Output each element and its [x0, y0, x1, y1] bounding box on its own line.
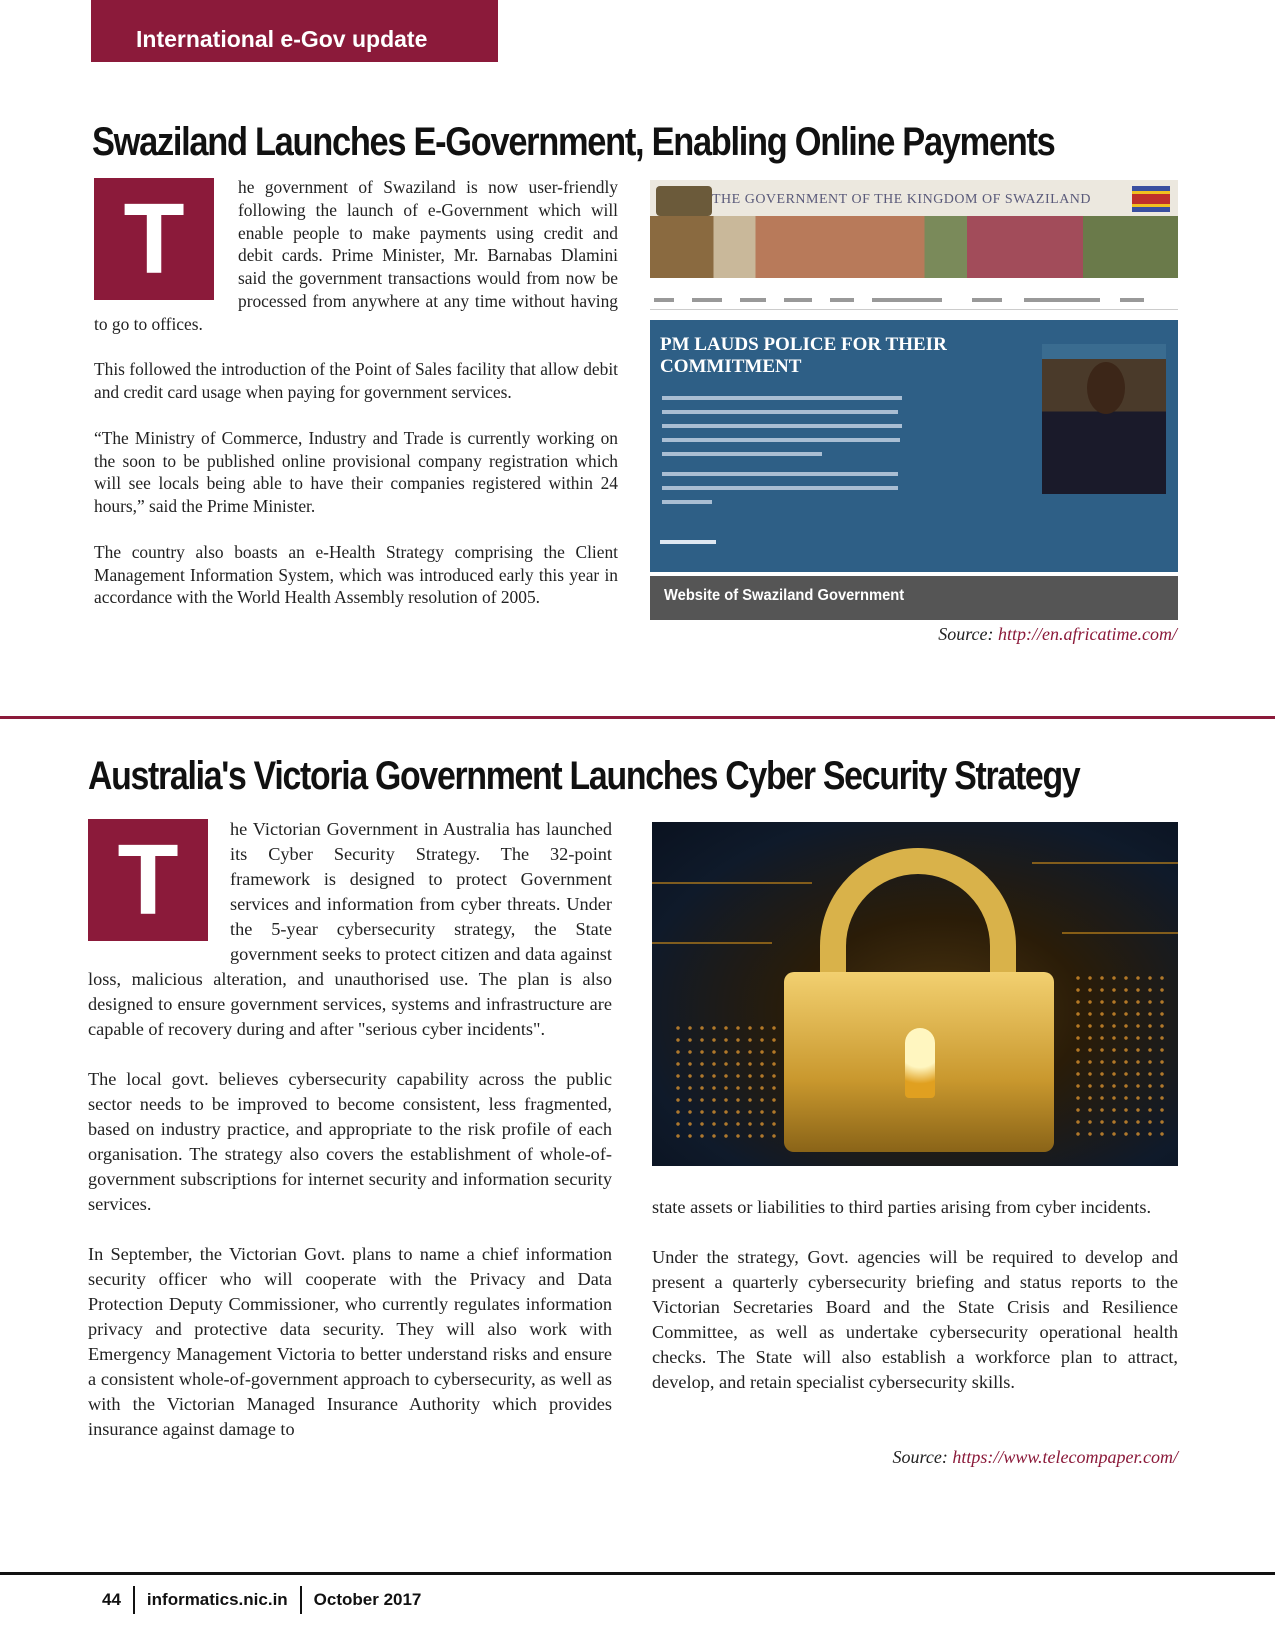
- padlock-cybersecurity-photo: [652, 822, 1178, 1166]
- article2-paragraph: The local govt. believes cybersecurity capability across the public sector needs to be improved to become consistent, less fragmented, based on industry practice, and appropriate to the risk profile of each organisation. The strategy also covers the establishment of whole-of-government subscriptions for internet security and information security services.: [88, 1069, 612, 1214]
- section-tab-label: International e-Gov update: [136, 26, 428, 52]
- source-label: Source:: [938, 624, 994, 644]
- website-feature-title: PM LAUDS POLICE FOR THEIR COMMITMENT: [660, 334, 947, 377]
- footer-separator: [133, 1586, 135, 1614]
- image-caption-bar: [650, 576, 1178, 620]
- article2-body-left: [88, 817, 612, 1467]
- article2-paragraph: he Victorian Government in Australia has launched its Cyber Security Strategy. The 32-point framework is designed to protect Government services and information from cyber threats. Under the 5-year cybersecurity strategy, the State government seeks to protect citizen and data against loss, malicious alteration, and unauthorised use. The plan is also designed to ensure government services, systems and infrastructure are capable of recovery during and after "serious cyber incidents".: [88, 819, 612, 1039]
- website-banner-image: [650, 216, 1178, 278]
- article2-paragraph: Under the strategy, Govt. agencies will be required to develop and present a quarterly cybersecurity briefing and status reports to the Victorian Secretaries Board and the State Crisis and Resilience Committee, as well as undertake cybersecurity operational health checks. The State will also establish a workforce plan to attract, develop, and retain specialist cybersecurity skills.: [652, 1247, 1178, 1392]
- circuit-dots-left: [672, 1022, 792, 1142]
- circuit-dots-right: [1072, 972, 1172, 1142]
- image-caption: Website of Swaziland Government: [664, 587, 905, 604]
- footer-date: October 2017: [313, 1590, 422, 1609]
- article1-paragraph: he government of Swaziland is now user-friendly following the launch of e-Government which will enable people to make payments using credit and debit cards. Prime Minister, Mr. Barnabas Dlamini said the government transactions would from now be processed from anywhere at any time without having to go to offices.: [94, 177, 618, 334]
- swaziland-flag-icon: [1132, 186, 1170, 212]
- source-link[interactable]: https://www.telecompaper.com/: [952, 1447, 1178, 1467]
- footer-site: informatics.nic.in: [146, 1590, 288, 1609]
- website-nav-bar: [650, 292, 1178, 310]
- page-footer: [102, 1586, 421, 1614]
- source-label: Source:: [892, 1447, 948, 1467]
- article1-paragraph: This followed the introduction of the Point of Sales facility that allow debit and credit card usage when paying for government services.: [94, 359, 618, 403]
- footer-rule: [0, 1572, 1275, 1575]
- swaziland-website-screenshot: [650, 180, 1178, 572]
- article2-headline: Australia's Victoria Government Launches Cyber Security Strategy: [88, 754, 1080, 798]
- article1-paragraph: “The Ministry of Commerce, Industry and Trade is currently working on the soon to be published online provisional company registration which will see locals being able to have their companies registered within 24 hours,” said the Prime Minister.: [94, 427, 618, 517]
- article2-paragraph: state assets or liabilities to third parties arising from cyber incidents.: [652, 1197, 1152, 1217]
- read-full-article-link: [660, 540, 716, 544]
- article1-dropcap: T: [94, 178, 214, 300]
- website-header-title: THE GOVERNMENT OF THE KINGDOM OF SWAZILAND: [712, 192, 1092, 207]
- article2-paragraph: In September, the Victorian Govt. plans to name a chief information security officer who will cooperate with the Privacy and Data Protection Deputy Commissioner, who currently regulates information privacy and protective data security. They will also work with Emergency Management Victoria to better understand risks and ensure a consistent whole-of-government approach to cybersecurity, as well as with the Victorian Managed Insurance Authority which provides insurance against damage to: [88, 1244, 612, 1439]
- section-divider: [0, 716, 1275, 719]
- footer-separator: [300, 1586, 302, 1614]
- prime-minister-photo: [1042, 344, 1166, 494]
- padlock-keyhole-icon: [905, 1028, 935, 1098]
- page-number: 44: [102, 1590, 121, 1609]
- source-link[interactable]: http://en.africatime.com/: [998, 624, 1177, 644]
- section-tab: [91, 0, 498, 62]
- article1-paragraph: The country also boasts an e-Health Strategy comprising the Client Management Information System, which was introduced early this year in accordance with the World Health Assembly resolution of 2005.: [94, 541, 618, 608]
- article1-source: [938, 624, 1177, 645]
- article2-dropcap: T: [88, 819, 208, 941]
- article1-headline: Swaziland Launches E-Government, Enabling Online Payments: [92, 120, 1055, 164]
- article2-body-right: [652, 1195, 1178, 1420]
- article2-source: [893, 1447, 1178, 1468]
- coat-of-arms-icon: [656, 186, 712, 216]
- website-feature-panel: [650, 320, 1178, 572]
- article1-body: [94, 176, 618, 609]
